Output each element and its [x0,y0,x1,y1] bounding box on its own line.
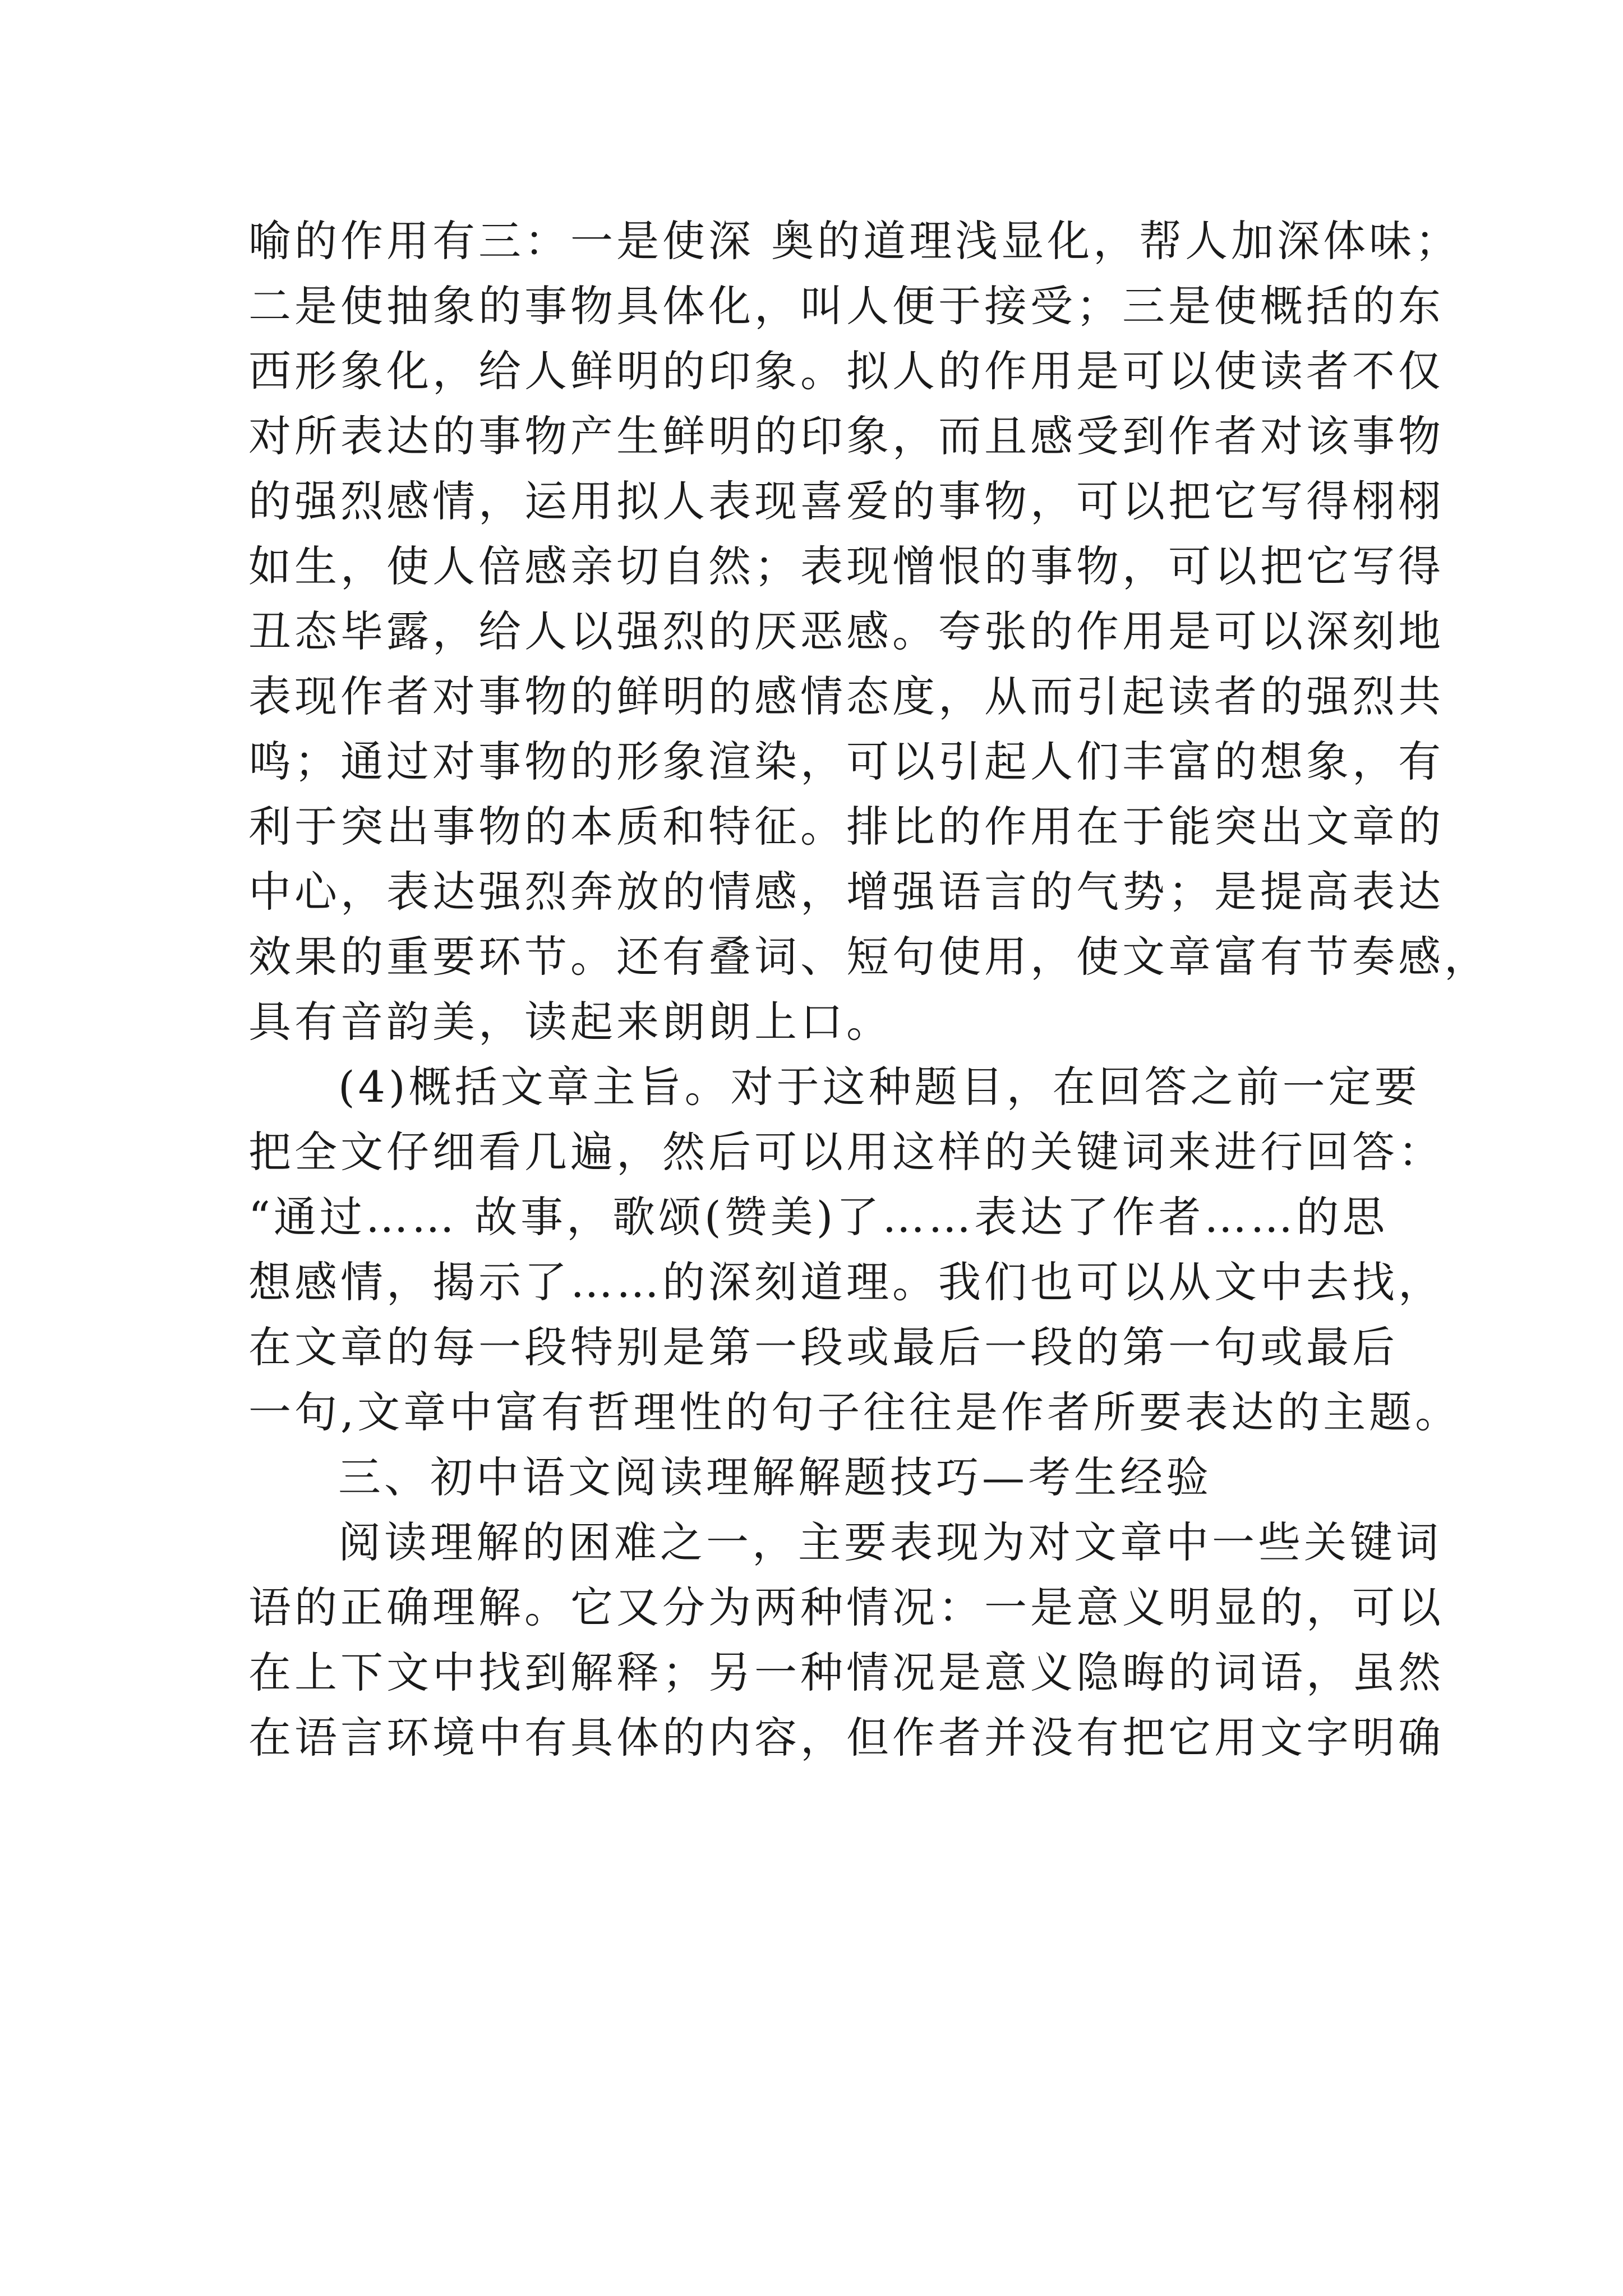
text-line: 利于突出事物的本质和特征。排比的作用在于能突出文章的 [248,802,1444,852]
text-line: 喻的作用有三：一是使深 奥的道理浅显化，帮人加深体味； [248,216,1461,266]
text-line: 把全文仔细看几遍，然后可以用这样的关键词来进行回答： [248,1127,1444,1177]
text-line: 具有音韵美，读起来朗朗上口。 [248,997,892,1047]
text-line: 鸣；通过对事物的形象渲染，可以引起人们丰富的想象，有 [248,737,1444,786]
text-line: 在上下文中找到解释；另一种情况是意义隐晦的词语，虽然 [248,1648,1444,1697]
paragraph-start-line: (4)概括文章主旨。对于这种题目，在回答之前一定要 [338,1062,1421,1112]
text-line: 语的正确理解。它又分为两种情况：一是意义明显的，可以 [248,1582,1444,1632]
text-line: 的强烈感情，运用拟人表现喜爱的事物，可以把它写得栩栩 [248,476,1444,526]
paragraph-start-line: 阅读理解的困难之一，主要表现为对文章中一些关键词 [338,1517,1442,1567]
text-line: 如生，使人倍感亲切自然；表现憎恨的事物，可以把它写得 [248,541,1444,591]
text-line: 一句,文章中富有哲理性的句子往往是作者所要表达的主题。 [248,1387,1461,1437]
text-line: 中心，表达强烈奔放的情感，增强语言的气势；是提高表达 [248,867,1444,917]
text-line: 在语言环境中有具体的内容，但作者并没有把它用文字明确 [248,1713,1444,1763]
body-text [248,209,1490,1770]
text-line: 西形象化，给人鲜明的印象。拟人的作用是可以使读者不仅 [248,346,1444,396]
text-line: 二是使抽象的事物具体化，叫人便于接受；三是使概括的东 [248,281,1444,331]
section-heading: 三、初中语文阅读理解解题技巧—考生经验 [338,1452,1212,1502]
text-line: 对所表达的事物产生鲜明的印象，而且感受到作者对该事物 [248,411,1444,461]
text-line: “通过…… 故事，歌颂(赞美)了……表达了作者……的思 [248,1192,1389,1242]
text-line: 丑态毕露，给人以强烈的厌恶感。夸张的作用是可以深刻地 [248,606,1444,656]
text-line: 在文章的每一段特别是第一段或最后一段的第一句或最后 [248,1322,1398,1372]
text-line: 表现作者对事物的鲜明的感情态度，从而引起读者的强烈共 [248,671,1444,721]
text-line: 想感情，揭示了……的深刻道理。我们也可以从文中去找， [248,1257,1444,1307]
text-line: 效果的重要环节。还有叠词、短句使用，使文章富有节奏感， [248,932,1490,982]
